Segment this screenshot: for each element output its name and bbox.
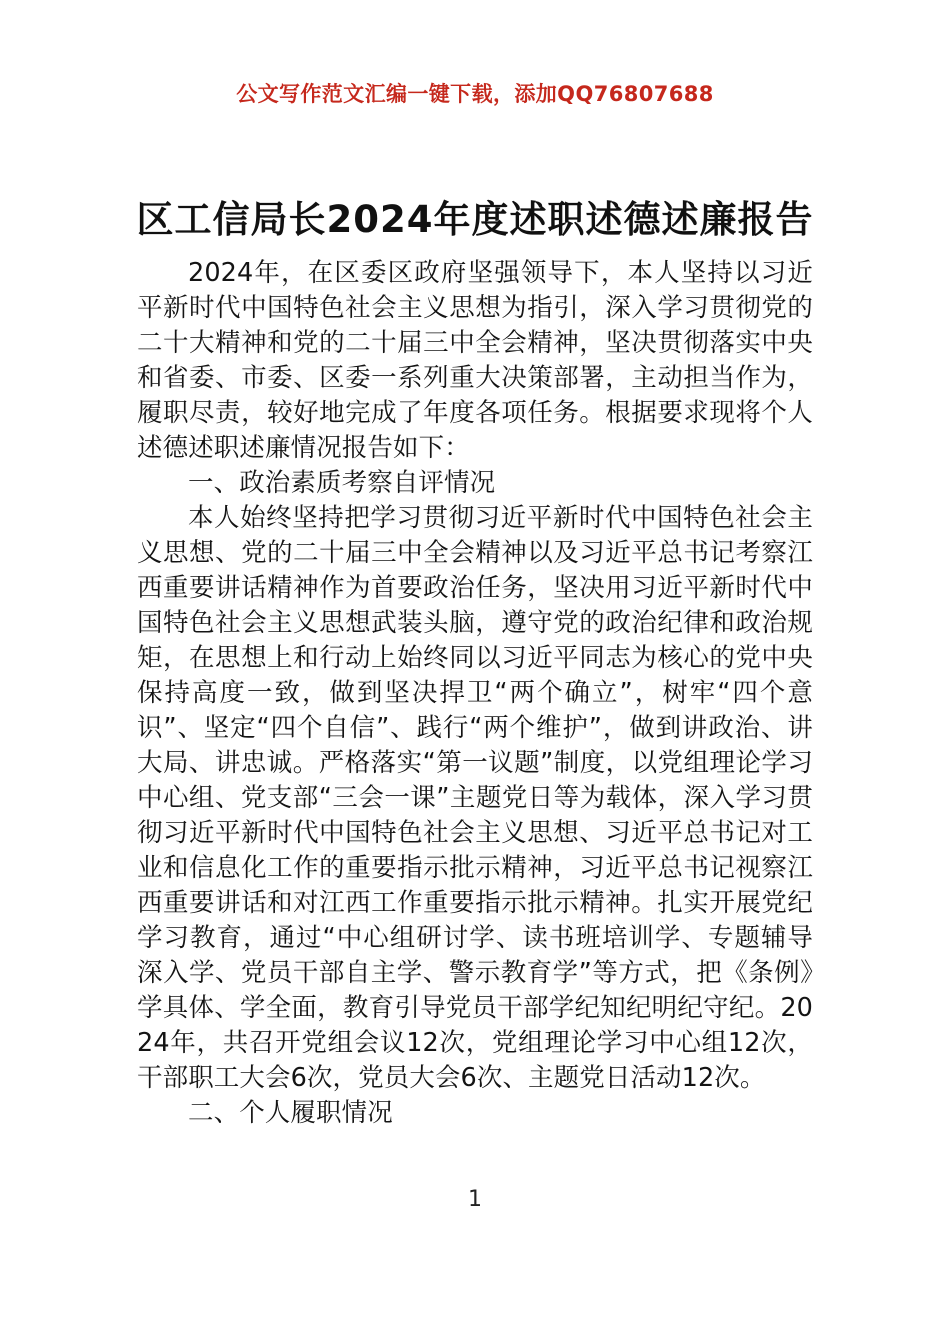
section-heading-1: 一、政治素质考察自评情况 bbox=[188, 468, 496, 498]
paragraph-section-1-body: 本人始终坚持把学习贯彻习近平新时代中国特色社会主义思想、党的二十届三中全会精神以及习近平总书记考察江西重要讲话精神作为首要政治任务，坚决用习近平新时代中国特色社会主义思想武装头脑，遵守党的政治纪律和政治规矩，在思想上和行动上始终同以习近平同志为核心的党中央保持高度一致，做到坚决捍卫“两个确立”，树牢“四个意识”、坚定“四个自信”、践行“两个维护”，做到讲政治、讲大局、讲忠诚。严格落实“第一议题”制度，以党组理论学习中心组、党支部“三会一课”主题党日等为载体，深入学习贯彻习近平新时代中国特色社会主义思想、习近平总书记对工业和信息化工作的重要指示批示精神，习近平总书记视察江西重要讲话和对江西工作重要指示批示精神。扎实开展党纪学习教育，通过“中心组研讨学、读书班培训学、专题辅导深入学、党员干部自主学、警示教育学”等方式，把《条例》学具体、学全面，教育引导党员干部学纪知纪明纪守纪。2024年，共召开党组会议12次，党组理论学习中心组12次，干部职工大会6次，党员大会6次、主题党日活动12次。 bbox=[137, 503, 813, 1093]
document-body bbox=[137, 256, 813, 1131]
page-number: 1 bbox=[468, 1187, 482, 1212]
section-heading-2: 二、个人履职情况 bbox=[188, 1098, 393, 1128]
promo-header-text: 公文写作范文汇编一键下载，添加QQ76807688 bbox=[236, 82, 714, 106]
paragraph-intro: 2024年，在区委区政府坚强领导下，本人坚持以习近平新时代中国特色社会主义思想为指引，深入学习贯彻党的二十大精神和党的二十届三中全会精神，坚决贯彻落实中央和省委、市委、区委一系列重大决策部署，主动担当作为，履职尽责，较好地完成了年度各项任务。根据要求现将个人述德述职述廉情况报告如下： bbox=[137, 258, 813, 463]
page-title: 区工信局长2024年度述职述德述廉报告 bbox=[136, 197, 814, 241]
